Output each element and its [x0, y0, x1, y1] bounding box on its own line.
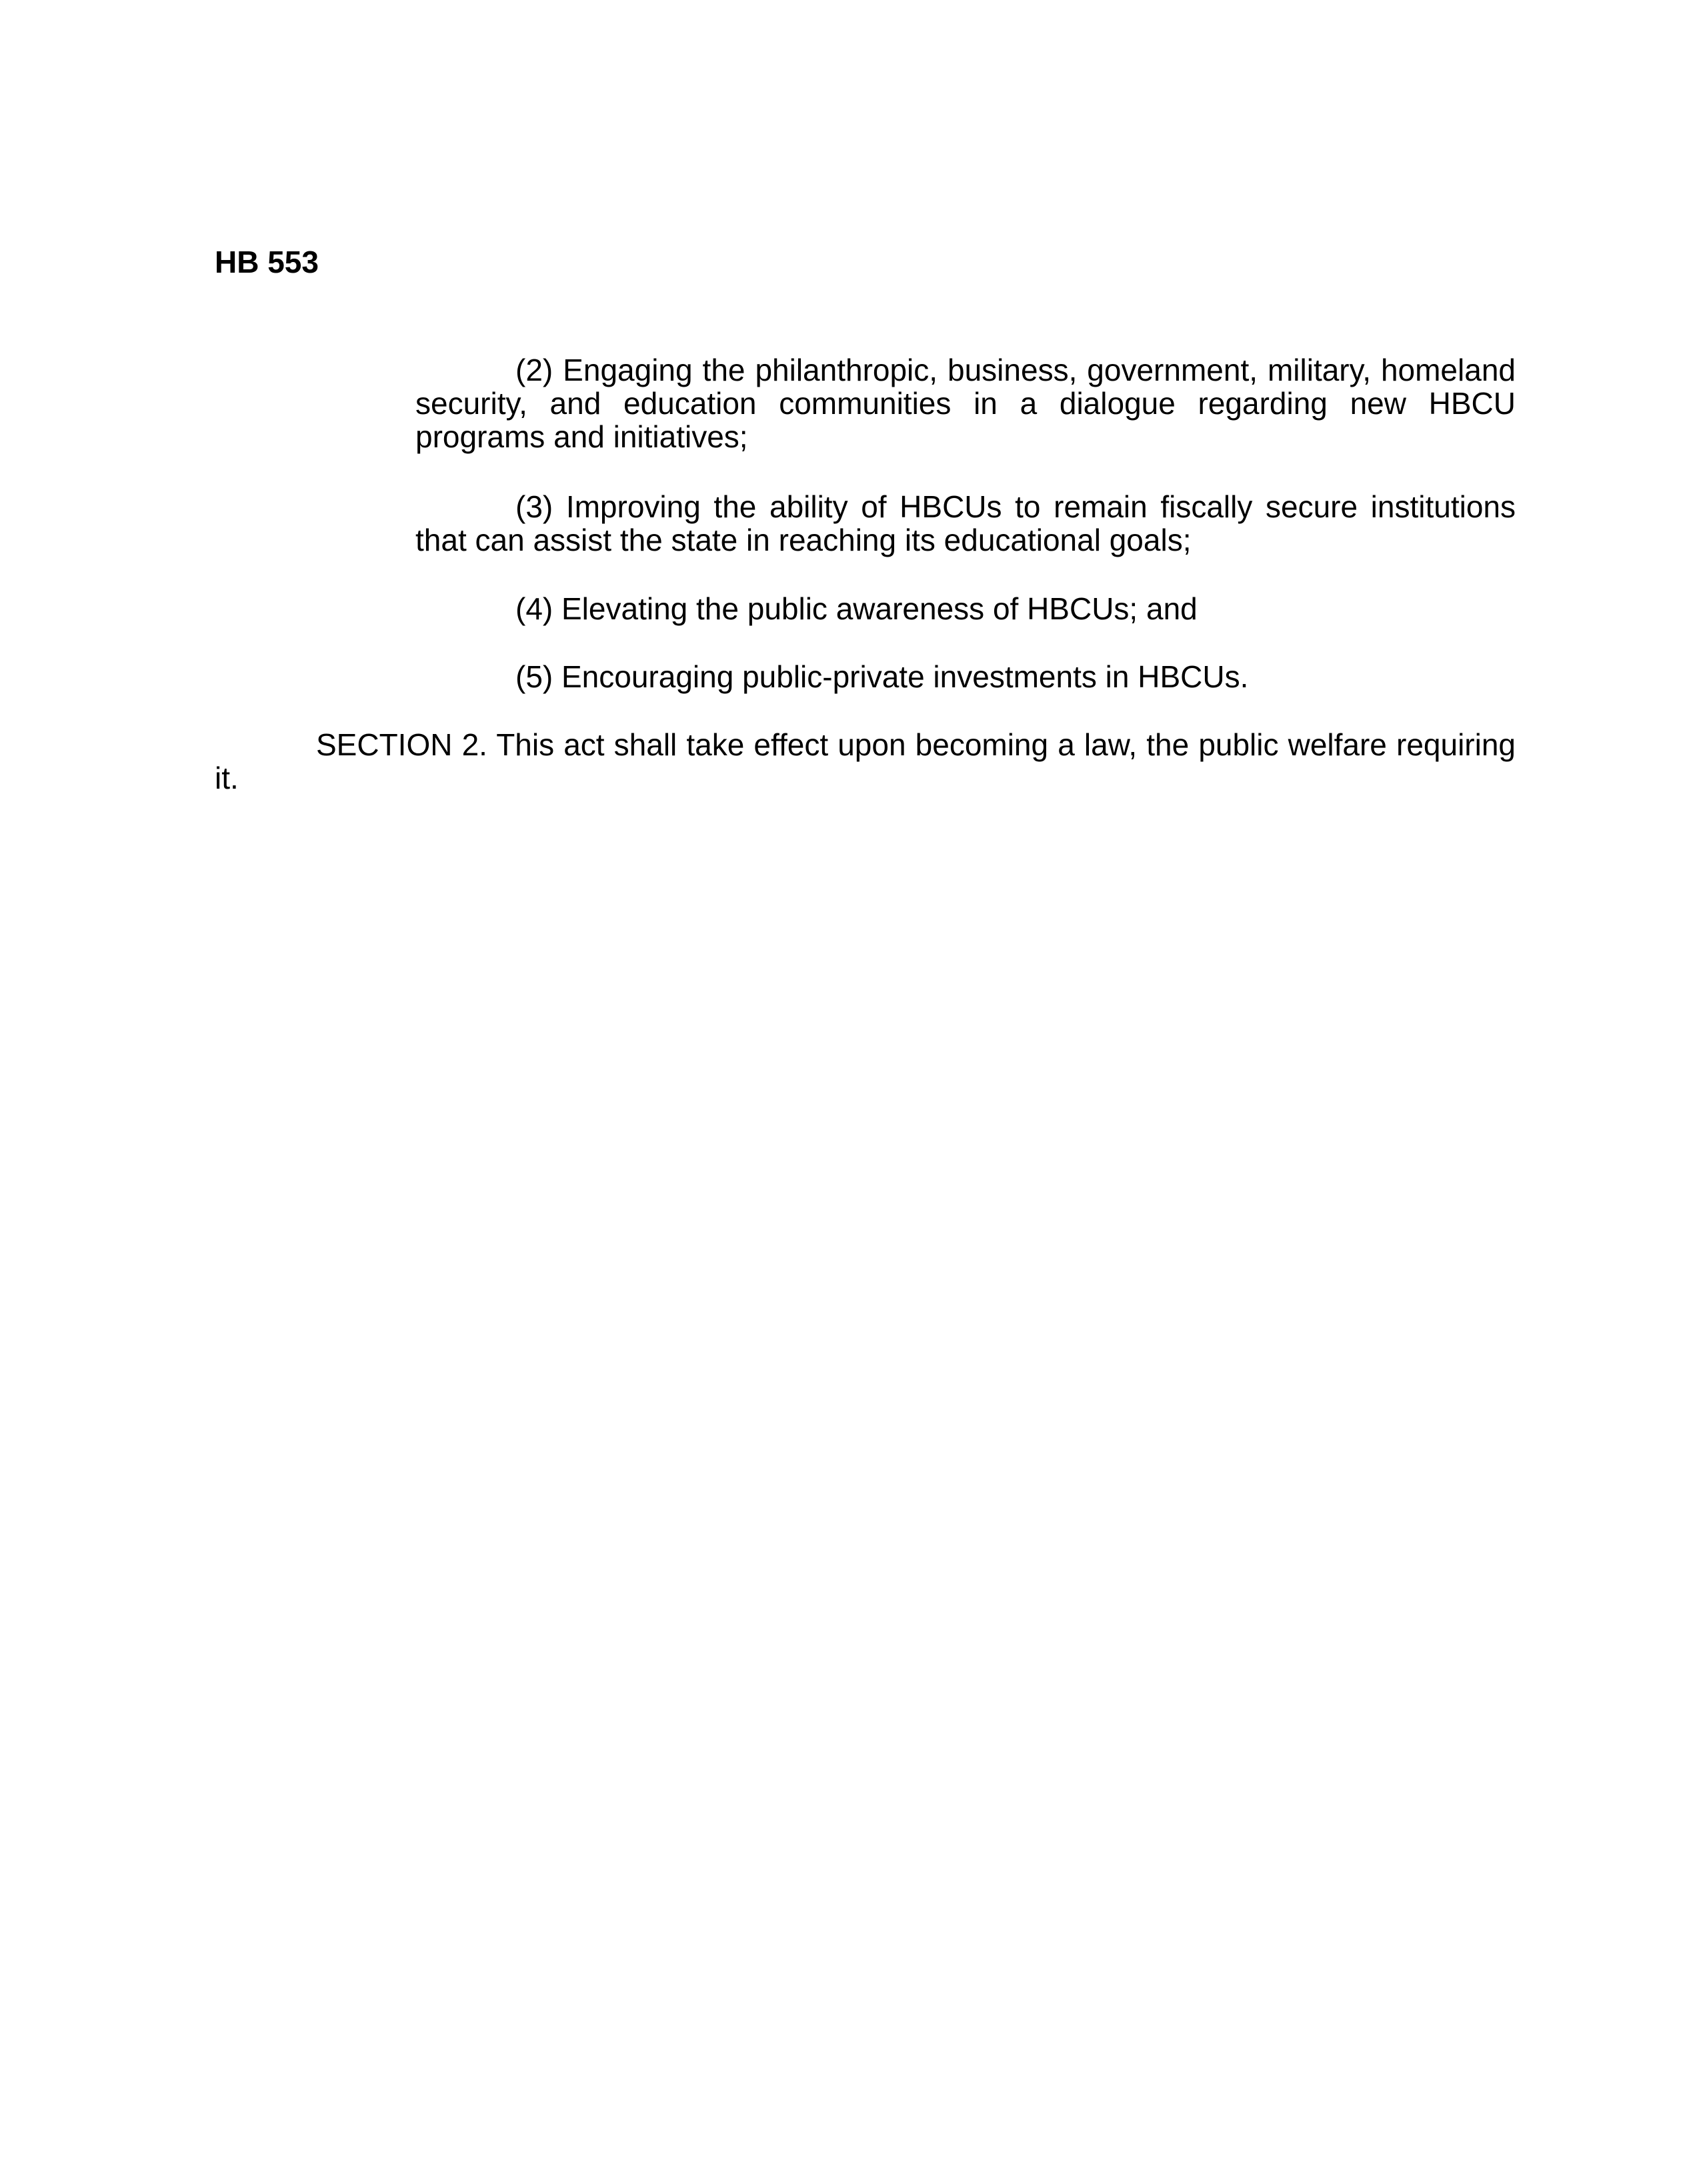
list-item-3: (3) Improving the ability of HBCUs to remain fiscally secure institutions that can assist the state in reaching its educational goals; [415, 489, 1516, 557]
list-item-2: (2) Engaging the philanthropic, business, government, military, homeland security, and education communities in a dialogue regarding new HBCU programs and initiatives; [415, 353, 1516, 454]
list-item-5: (5) Encouraging public-private investments in HBCUs. [515, 659, 1249, 694]
list-item-4: (4) Elevating the public awareness of HBCUs; and [515, 591, 1198, 626]
section-2-paragraph: SECTION 2. This act shall take effect upon becoming a law, the public welfare requiring it. [215, 727, 1516, 795]
bill-number-header: HB 553 [215, 245, 319, 279]
